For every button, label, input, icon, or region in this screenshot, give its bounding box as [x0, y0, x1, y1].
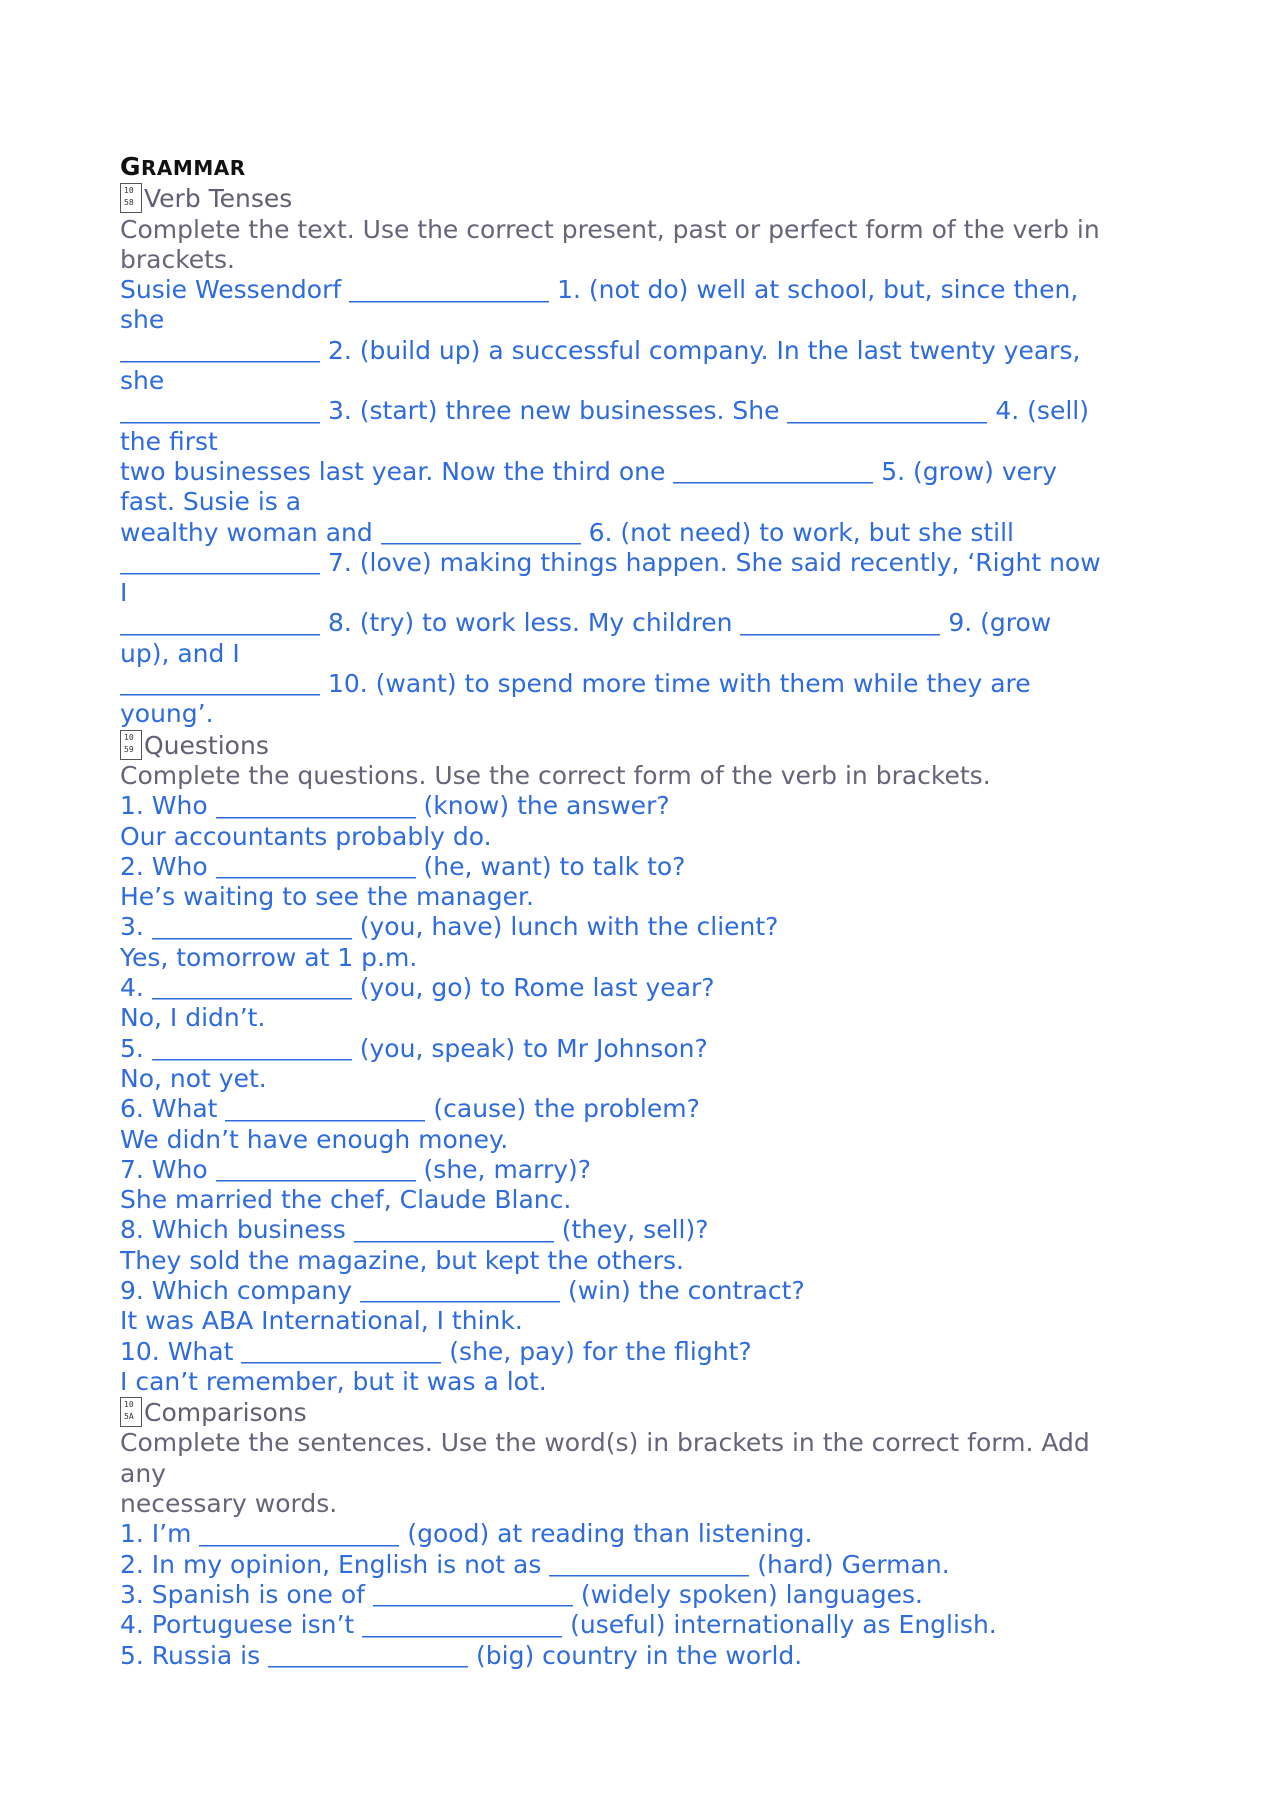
answer-blank[interactable]	[349, 275, 549, 305]
section-title	[120, 1397, 1160, 1428]
instruction-line: Complete the text. Use the correct present, past or perfect form of the verb in	[120, 214, 1100, 244]
answer-blank[interactable]	[673, 457, 873, 487]
answer-blank[interactable]	[199, 1519, 399, 1549]
exercise-line: 7. Who (she, marry)?	[120, 1154, 592, 1184]
exercise-line: It was ABA International, I think.	[120, 1306, 523, 1336]
section-title	[120, 183, 1160, 214]
section-title	[120, 730, 1160, 761]
answer-blank[interactable]	[152, 912, 352, 942]
answer-blank[interactable]	[373, 1580, 573, 1610]
answer-blank[interactable]	[152, 973, 352, 1003]
exercise-line: 3. (you, have) lunch with the client?	[120, 912, 779, 942]
answer-blank[interactable]	[354, 1215, 554, 1245]
exercise-line: 5. (you, speak) to Mr Johnson?	[120, 1033, 708, 1063]
exercise-line: 7. (love) making things happen. She said recently, ‘Right now	[120, 548, 1160, 578]
answer-blank[interactable]	[549, 1550, 749, 1580]
exercise-line: Yes, tomorrow at 1 p.m.	[120, 942, 418, 972]
instruction-line: Complete the sentences. Use the word(s) in brackets in the correct form. Add	[120, 1428, 1090, 1458]
exercise-line: Our accountants probably do.	[120, 821, 492, 851]
answer-blank[interactable]	[241, 1337, 441, 1367]
missing-glyph-icon: 10 59	[120, 730, 142, 760]
exercise-line: two businesses last year. Now the third one 5. (grow) very	[120, 456, 1058, 486]
exercise-line: she	[120, 366, 165, 396]
grammar-heading	[120, 152, 1160, 183]
worksheet-content	[120, 152, 1160, 1671]
answer-blank[interactable]	[787, 396, 987, 426]
answer-blank[interactable]	[120, 336, 320, 366]
exercise-line: 2. Who (he, want) to talk to?	[120, 851, 686, 881]
exercise-line: Susie Wessendorf 1. (not do) well at school, but, since then,	[120, 275, 1079, 305]
exercise-line: the first	[120, 426, 218, 456]
answer-blank[interactable]	[225, 1094, 425, 1124]
answer-blank[interactable]	[216, 791, 416, 821]
instruction-line: necessary words.	[120, 1489, 338, 1519]
exercise-line: I can’t remember, but it was a lot.	[120, 1366, 547, 1396]
exercise-line: 6. What (cause) the problem?	[120, 1094, 700, 1124]
heading-first-letter: G	[120, 152, 142, 181]
exercise-line: 3. Spanish is one of (widely spoken) languages.	[120, 1579, 924, 1609]
answer-blank[interactable]	[120, 396, 320, 426]
exercise-line: 2. In my opinion, English is not as (hard) German.	[120, 1549, 950, 1579]
exercise-line: She married the chef, Claude Blanc.	[120, 1185, 572, 1215]
exercise-line: wealthy woman and 6. (not need) to work, but she still	[120, 517, 1014, 547]
exercise-line: We didn’t have enough money.	[120, 1124, 509, 1154]
exercise-line: 4. Portuguese isn’t (useful) internationally as English.	[120, 1610, 997, 1640]
exercise-line: He’s waiting to see the manager.	[120, 882, 534, 912]
exercise-line: young’.	[120, 699, 214, 729]
instruction-line: brackets.	[120, 244, 235, 274]
answer-blank[interactable]	[216, 1155, 416, 1185]
answer-blank[interactable]	[216, 852, 416, 882]
answer-blank[interactable]	[268, 1641, 468, 1671]
answer-blank[interactable]	[740, 608, 940, 638]
exercise-line: 1. Who (know) the answer?	[120, 791, 670, 821]
answer-blank[interactable]	[360, 1276, 560, 1306]
exercise-line: 8. (try) to work less. My children 9. (grow	[120, 608, 1160, 638]
answer-blank[interactable]	[120, 608, 320, 638]
answer-blank[interactable]	[120, 669, 320, 699]
exercise-line: 1. I’m (good) at reading than listening.	[120, 1519, 813, 1549]
exercise-line: 8. Which business (they, sell)?	[120, 1215, 709, 1245]
section-title-text: Questions	[144, 730, 269, 760]
instruction-line: any	[120, 1458, 166, 1488]
sections-container	[120, 183, 1160, 1671]
missing-glyph-icon: 10 58	[120, 183, 142, 213]
exercise-line: 3. (start) three new businesses. She 4. (sell)	[120, 396, 1160, 426]
exercise-line: she	[120, 305, 165, 335]
exercise-line: 2. (build up) a successful company. In the last twenty years,	[120, 336, 1160, 366]
answer-blank[interactable]	[120, 548, 320, 578]
missing-glyph-icon: 10 5A	[120, 1397, 142, 1427]
exercise-line: They sold the magazine, but kept the others.	[120, 1245, 684, 1275]
exercise-line: I	[120, 578, 128, 608]
answer-blank[interactable]	[362, 1610, 562, 1640]
section-title-text: Comparisons	[144, 1398, 307, 1428]
exercise-line: up), and I	[120, 638, 240, 668]
exercise-line: 9. Which company (win) the contract?	[120, 1275, 805, 1305]
exercise-line: 5. Russia is (big) country in the world.	[120, 1640, 803, 1670]
exercise-line: fast. Susie is a	[120, 487, 302, 517]
exercise-line: 10. (want) to spend more time with them while they are	[120, 669, 1160, 699]
exercise-line: 4. (you, go) to Rome last year?	[120, 973, 715, 1003]
exercise-line: No, I didn’t.	[120, 1003, 266, 1033]
heading-rest: RAMMAR	[141, 156, 246, 180]
answer-blank[interactable]	[152, 1034, 352, 1064]
exercise-line: 10. What (she, pay) for the flight?	[120, 1336, 752, 1366]
section-title-text: Verb Tenses	[144, 184, 293, 214]
exercise-line: No, not yet.	[120, 1063, 267, 1093]
answer-blank[interactable]	[381, 518, 581, 548]
instruction-line: Complete the questions. Use the correct form of the verb in brackets.	[120, 760, 991, 790]
